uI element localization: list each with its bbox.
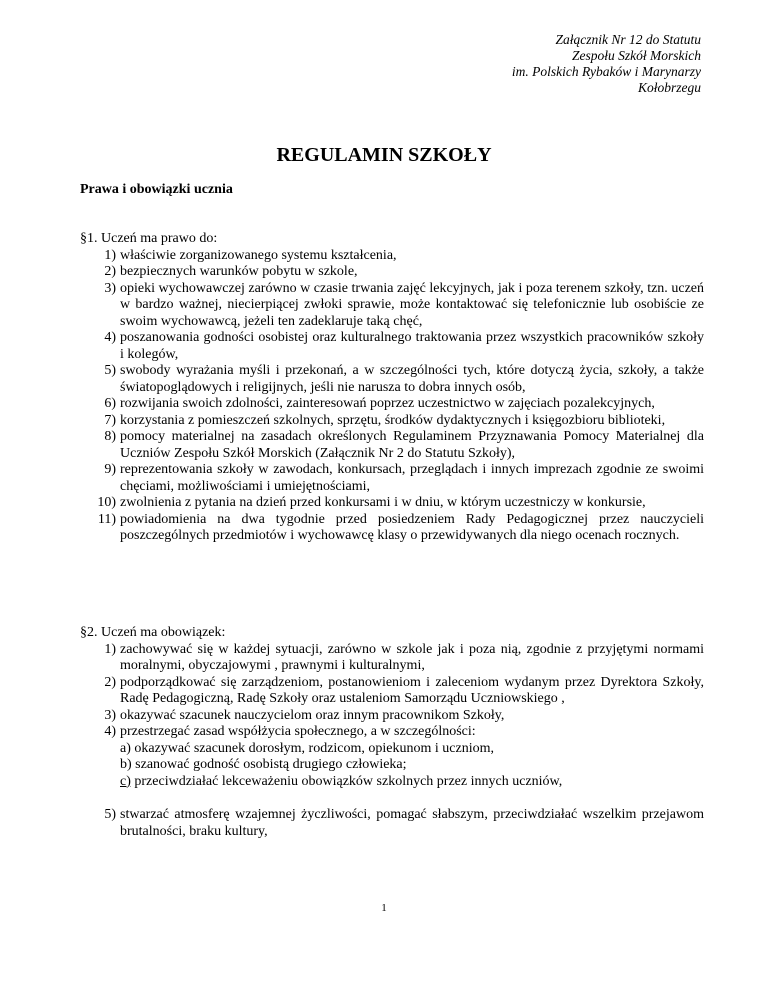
list-item bbox=[80, 281, 704, 331]
page-number: 1 bbox=[381, 902, 387, 914]
item-number: 6) bbox=[104, 396, 116, 411]
list-item bbox=[80, 807, 704, 840]
sub-list-item: a) okazywać szacunek dorosłym, rodzicom, opiekunom i uczniom, bbox=[120, 740, 494, 756]
item-number: 9) bbox=[104, 462, 116, 477]
item-number: 7) bbox=[104, 412, 116, 428]
item-number: 5) bbox=[104, 807, 116, 822]
list-item bbox=[80, 248, 704, 265]
section-2 bbox=[80, 625, 704, 840]
item-number: 2) bbox=[104, 674, 116, 690]
item-number: 3) bbox=[104, 280, 116, 296]
header-line-3: im. Polskich Rybaków i Marynarzy bbox=[511, 64, 701, 79]
item-number: 10) bbox=[97, 495, 116, 510]
list-item bbox=[80, 675, 704, 708]
list-item bbox=[80, 724, 704, 790]
item-text: reprezentowania szkoły w zawodach, konkursach, przeglądach i innych imprezach zgodnie ze swoimi chęciami, możliwościami i umiejętnościami, bbox=[120, 462, 704, 494]
section-1-title: §1. Uczeń ma prawo do: bbox=[80, 231, 218, 246]
list-item bbox=[80, 413, 704, 430]
spacer bbox=[80, 790, 704, 807]
item-text: bezpiecznych warunków pobytu w szkole, bbox=[120, 264, 358, 279]
item-text: pomocy materialnej na zasadach określonych Regulaminem Przyznawania Pomocy Materialnej dla Uczniów Zespołu Szkół Morskich (Załącznik Nr 2 do Statutu Szkoły), bbox=[120, 429, 704, 461]
section-2-list-continued bbox=[80, 807, 704, 840]
item-number: 5) bbox=[104, 363, 116, 378]
section-2-title: §2. Uczeń ma obowiązek: bbox=[80, 625, 226, 640]
item-number: 1) bbox=[104, 641, 116, 657]
list-item bbox=[80, 462, 704, 495]
item-number: 3) bbox=[104, 707, 116, 723]
item-number: 11) bbox=[97, 511, 116, 527]
item-text: korzystania z pomieszczeń szkolnych, sprzętu, środków dydaktycznych i księgozbioru biblioteki, bbox=[120, 412, 666, 428]
list-item bbox=[80, 429, 704, 462]
item-text: zachowywać się w każdej sytuacji, zarówno w szkole jak i poza nią, zgodnie z przyjętymi normami moralnymi, obyczajowymi , prawnymi i kulturalnymi, bbox=[120, 641, 704, 673]
item-number: 2) bbox=[104, 264, 116, 279]
sub-item-text: przeciwdziałać lekceważeniu obowiązków szkolnych przez innych uczniów, bbox=[130, 773, 563, 789]
item-text: właściwie zorganizowanego systemu kształcenia, bbox=[120, 247, 397, 263]
header-line-1: Załącznik Nr 12 do Statutu bbox=[555, 32, 701, 47]
list-item bbox=[80, 495, 704, 512]
item-text: opieki wychowawczej zarówno w czasie trwania zajęć lekcyjnych, jak i poza terenem szkoły, tzn. uczeń w bardzo ważnej, niecierpiącej zwłoki sprawie, może kontaktować się telefonicznie lub osobiście ze swoim wychowawcą, jeżeli ten zadeklaruje taką chęć, bbox=[120, 280, 704, 329]
item-text: przestrzegać zasad współżycia społecznego, a w szczególności: bbox=[120, 724, 476, 739]
section-1-list bbox=[80, 248, 704, 545]
list-item bbox=[80, 363, 704, 396]
list-item bbox=[80, 396, 704, 413]
item-text: podporządkować się zarządzeniom, postanowieniom i zaleceniom wydanym przez Dyrektora Szkoły, Radę Pedagogiczną, Radę Szkoły oraz ustaleniom Samorządu Uczniowskiego , bbox=[120, 674, 704, 706]
item-text: powiadomienia na dwa tygodnie przed posiedzeniem Rady Pedagogicznej przez nauczycieli poszczególnych przedmiotów i wychowawcę klasy o przewidywanych dla niego ocenach rocznych. bbox=[120, 511, 704, 543]
list-item bbox=[80, 330, 704, 363]
attachment-header bbox=[512, 32, 701, 96]
item-text: stwarzać atmosferę wzajemnej życzliwości, pomagać słabszym, przeciwdziałać wszelkim przejawom brutalności, braku kultury, bbox=[120, 807, 704, 839]
item-text: okazywać szacunek nauczycielom oraz innym pracownikom Szkoły, bbox=[120, 707, 505, 723]
item-number: 4) bbox=[104, 330, 116, 345]
section-1 bbox=[80, 231, 704, 545]
sub-item-prefix: c) bbox=[120, 773, 131, 789]
item-text: zwolnienia z pytania na dzień przed konkursami i w dniu, w którym uczestniczy w konkursie, bbox=[120, 495, 646, 510]
section-heading: Prawa i obowiązki ucznia bbox=[80, 182, 233, 197]
section-2-list bbox=[80, 642, 704, 791]
item-number: 1) bbox=[104, 247, 116, 263]
list-item bbox=[80, 642, 704, 675]
list-item bbox=[80, 264, 704, 281]
item-text: rozwijania swoich zdolności, zainteresowań poprzez uczestnictwo w zajęciach pozalekcyjnych, bbox=[120, 396, 655, 411]
header-line-4: Kołobrzegu bbox=[637, 80, 701, 95]
header-line-2: Zespołu Szkół Morskich bbox=[572, 48, 701, 63]
sub-list bbox=[120, 741, 704, 791]
item-number: 8) bbox=[104, 429, 116, 444]
document-title: REGULAMIN SZKOŁY bbox=[276, 144, 492, 166]
sub-list-item: b) szanować godność osobistą drugiego człowieka; bbox=[120, 757, 407, 772]
item-number: 4) bbox=[104, 724, 116, 739]
list-item bbox=[80, 708, 704, 725]
item-text: swobody wyrażania myśli i przekonań, a w szczególności tych, które dotyczą życia, szkoły, a także światopoglądowych i religijnych, jeśli nie narusza to dobra innych osób, bbox=[120, 363, 704, 395]
item-text: poszanowania godności osobistej oraz kulturalnego traktowania przez wszystkich pracowników szkoły i kolegów, bbox=[120, 330, 704, 362]
list-item bbox=[80, 512, 704, 545]
sub-list-item bbox=[120, 774, 704, 791]
